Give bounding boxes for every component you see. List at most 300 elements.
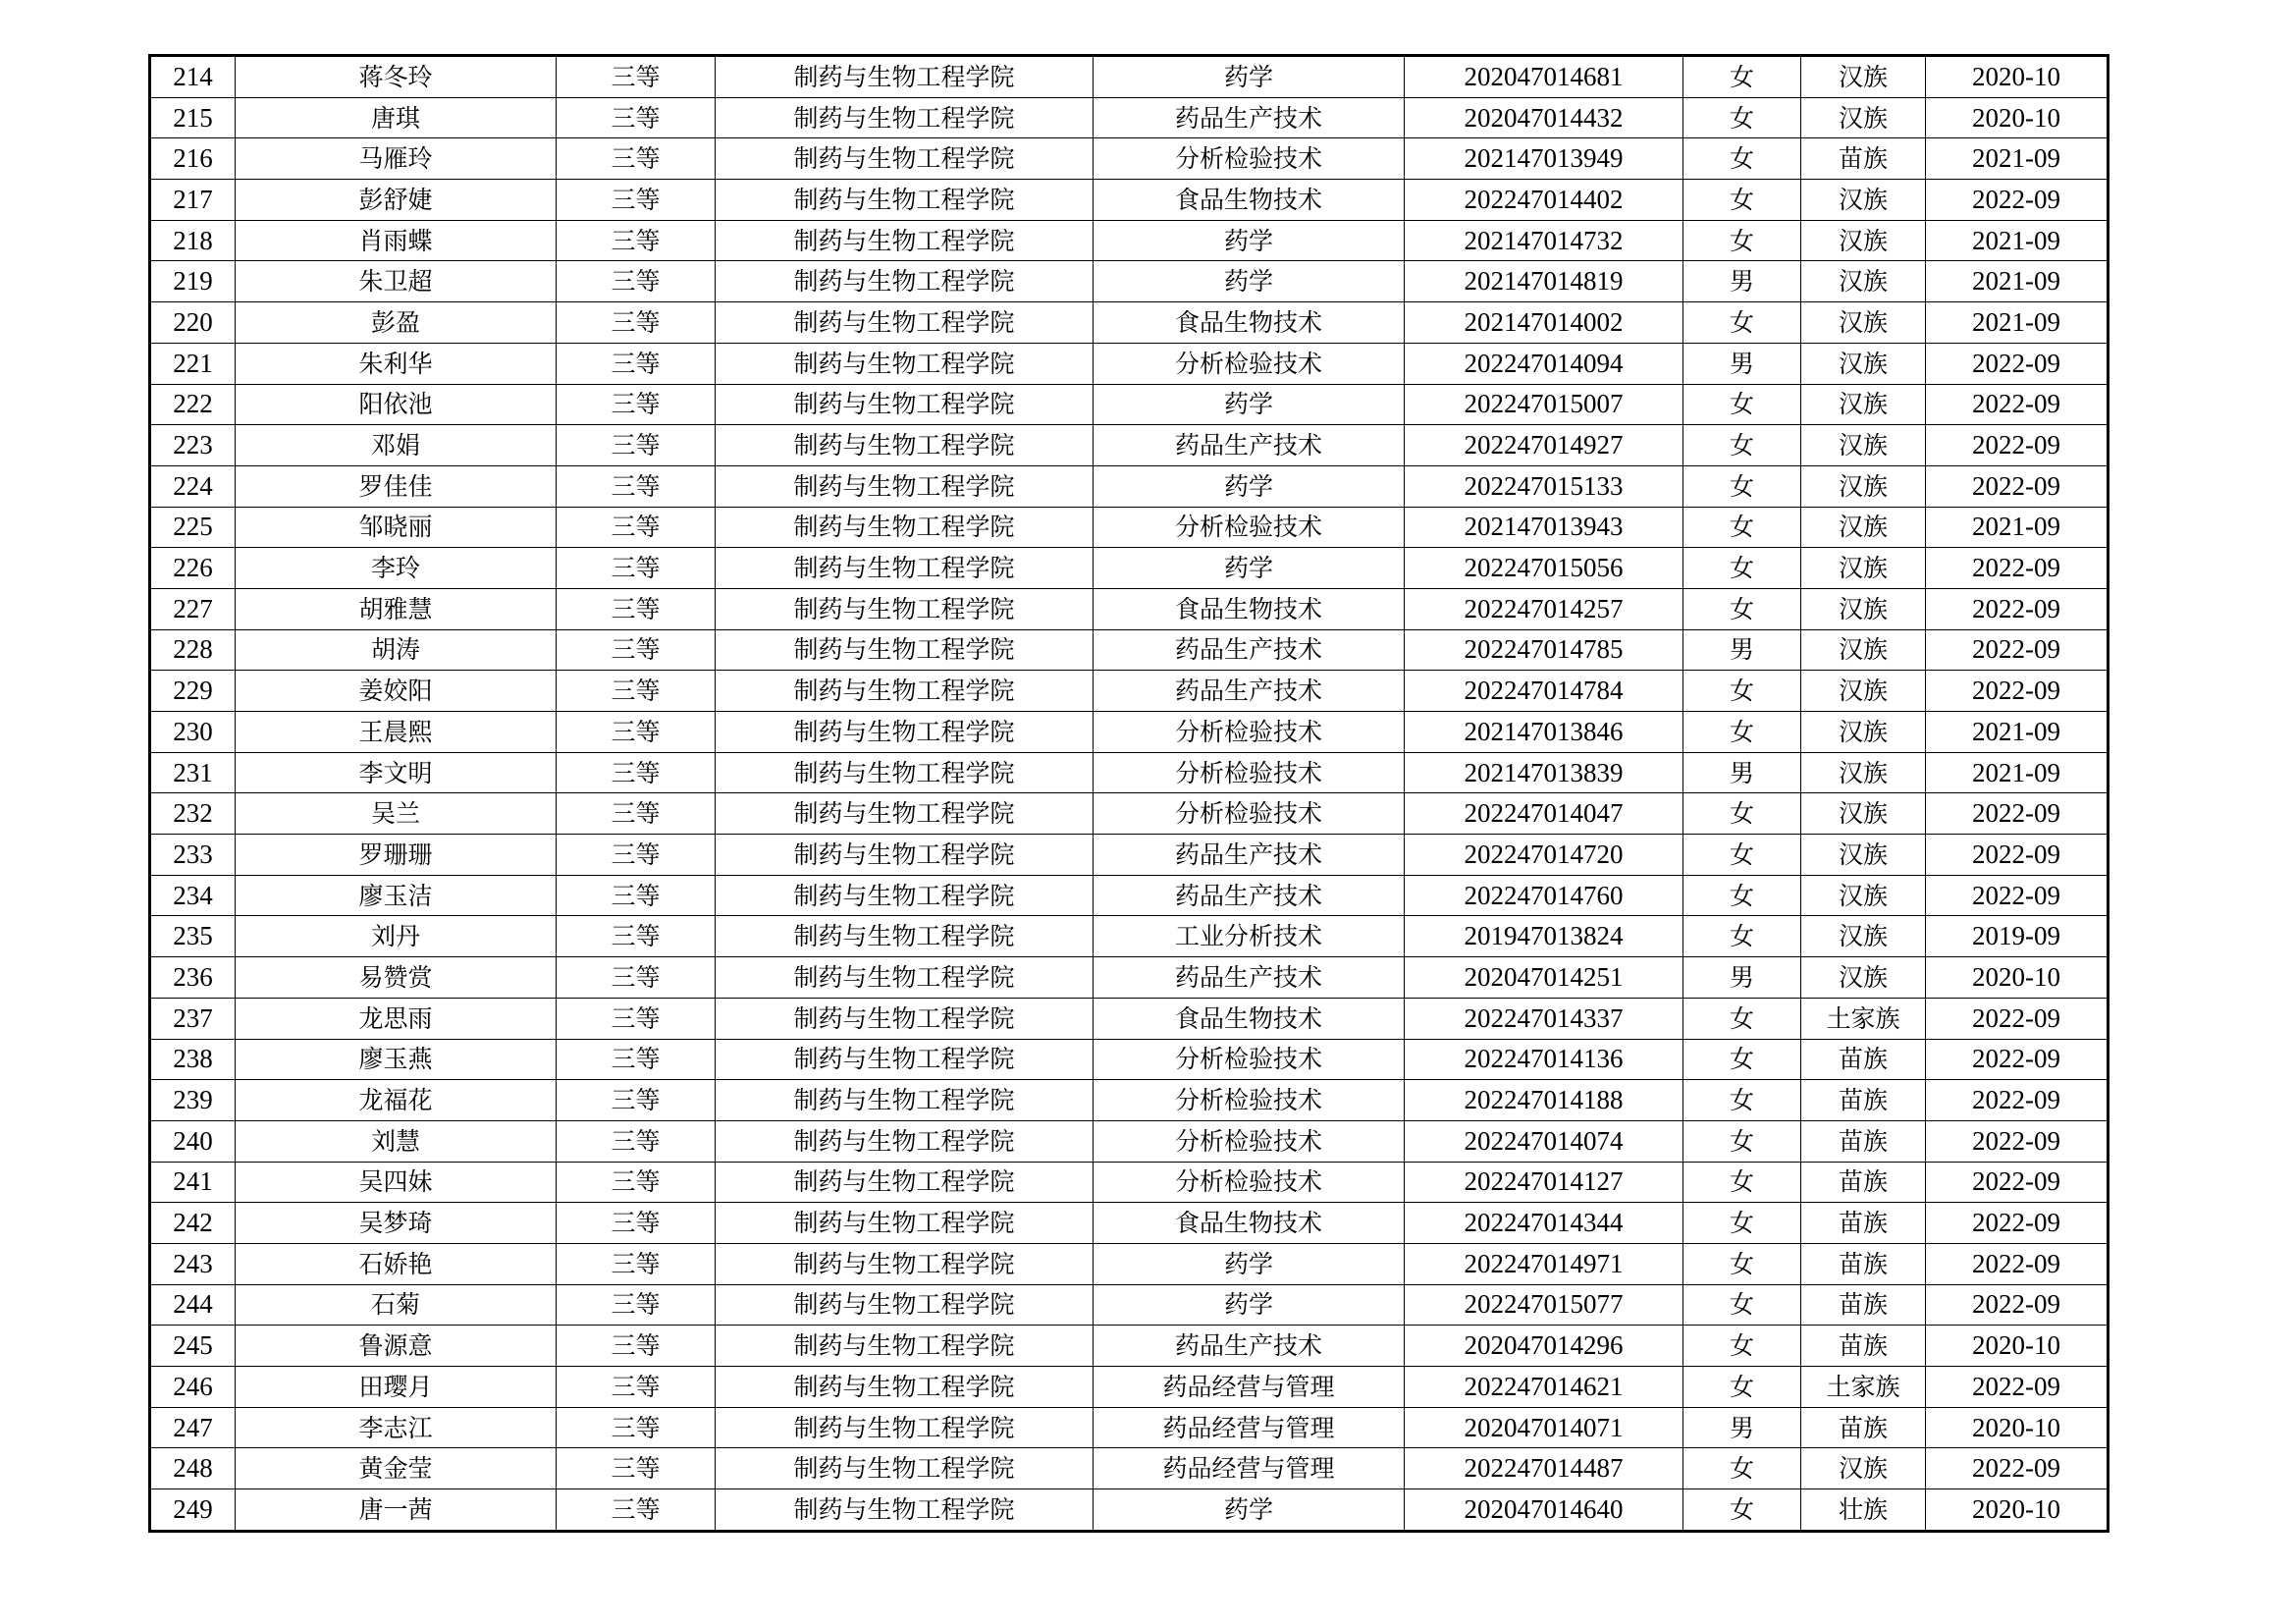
- award-level-cell: 三等: [557, 343, 716, 384]
- enrollment-date-cell: 2021-09: [1926, 138, 2109, 180]
- enrollment-date-cell: 2022-09: [1926, 671, 2109, 712]
- gender-cell: 女: [1683, 588, 1801, 629]
- student-id-cell: 202047014640: [1405, 1489, 1683, 1532]
- student-name-cell: 胡涛: [236, 629, 557, 671]
- ethnicity-cell: 汉族: [1801, 875, 1926, 916]
- major-cell: 药品经营与管理: [1094, 1407, 1405, 1448]
- major-cell: 药学: [1094, 261, 1405, 302]
- gender-cell: 女: [1683, 1489, 1801, 1532]
- ethnicity-cell: 汉族: [1801, 671, 1926, 712]
- table-row: [150, 180, 2109, 221]
- row-number-cell: 236: [150, 957, 236, 999]
- award-level-cell: 三等: [557, 465, 716, 507]
- student-id-cell: 202147014002: [1405, 302, 1683, 344]
- gender-cell: 女: [1683, 1203, 1801, 1244]
- row-number-cell: 225: [150, 507, 236, 548]
- student-name-cell: 彭舒婕: [236, 180, 557, 221]
- college-cell: 制药与生物工程学院: [716, 588, 1094, 629]
- major-cell: 分析检验技术: [1094, 712, 1405, 753]
- student-id-cell: 202247014136: [1405, 1039, 1683, 1080]
- table-row: [150, 261, 2109, 302]
- enrollment-date-cell: 2022-09: [1926, 1080, 2109, 1121]
- major-cell: 药学: [1094, 56, 1405, 98]
- college-cell: 制药与生物工程学院: [716, 875, 1094, 916]
- ethnicity-cell: 汉族: [1801, 712, 1926, 753]
- enrollment-date-cell: 2019-09: [1926, 916, 2109, 957]
- row-number-cell: 228: [150, 629, 236, 671]
- major-cell: 药学: [1094, 1489, 1405, 1532]
- gender-cell: 男: [1683, 752, 1801, 793]
- student-id-cell: 202047014681: [1405, 56, 1683, 98]
- gender-cell: 女: [1683, 1120, 1801, 1162]
- row-number-cell: 237: [150, 998, 236, 1039]
- table-row: [150, 1284, 2109, 1326]
- student-name-cell: 李玲: [236, 548, 557, 589]
- enrollment-date-cell: 2022-09: [1926, 425, 2109, 466]
- enrollment-date-cell: 2022-09: [1926, 1120, 2109, 1162]
- college-cell: 制药与生物工程学院: [716, 384, 1094, 425]
- student-id-cell: 202247014927: [1405, 425, 1683, 466]
- row-number-cell: 233: [150, 835, 236, 876]
- ethnicity-cell: 土家族: [1801, 998, 1926, 1039]
- ethnicity-cell: 苗族: [1801, 1284, 1926, 1326]
- award-level-cell: 三等: [557, 671, 716, 712]
- gender-cell: 男: [1683, 957, 1801, 999]
- gender-cell: 女: [1683, 1367, 1801, 1408]
- gender-cell: 女: [1683, 465, 1801, 507]
- student-name-cell: 阳依池: [236, 384, 557, 425]
- award-level-cell: 三等: [557, 1367, 716, 1408]
- major-cell: 药学: [1094, 220, 1405, 261]
- gender-cell: 男: [1683, 343, 1801, 384]
- table-row: [150, 56, 2109, 98]
- row-number-cell: 227: [150, 588, 236, 629]
- gender-cell: 女: [1683, 138, 1801, 180]
- student-id-cell: 202247014257: [1405, 588, 1683, 629]
- award-level-cell: 三等: [557, 180, 716, 221]
- major-cell: 分析检验技术: [1094, 1080, 1405, 1121]
- gender-cell: 女: [1683, 1162, 1801, 1203]
- award-level-cell: 三等: [557, 1120, 716, 1162]
- college-cell: 制药与生物工程学院: [716, 957, 1094, 999]
- gender-cell: 女: [1683, 56, 1801, 98]
- gender-cell: 女: [1683, 1448, 1801, 1489]
- ethnicity-cell: 汉族: [1801, 793, 1926, 835]
- major-cell: 药品生产技术: [1094, 875, 1405, 916]
- table-row: [150, 97, 2109, 138]
- ethnicity-cell: 壮族: [1801, 1489, 1926, 1532]
- college-cell: 制药与生物工程学院: [716, 56, 1094, 98]
- gender-cell: 女: [1683, 97, 1801, 138]
- college-cell: 制药与生物工程学院: [716, 712, 1094, 753]
- ethnicity-cell: 苗族: [1801, 1243, 1926, 1284]
- major-cell: 药品生产技术: [1094, 835, 1405, 876]
- row-number-cell: 215: [150, 97, 236, 138]
- student-id-cell: 202047014432: [1405, 97, 1683, 138]
- award-level-cell: 三等: [557, 56, 716, 98]
- student-id-cell: 202247015133: [1405, 465, 1683, 507]
- table-row: [150, 1039, 2109, 1080]
- award-level-cell: 三等: [557, 425, 716, 466]
- student-id-cell: 202047014071: [1405, 1407, 1683, 1448]
- college-cell: 制药与生物工程学院: [716, 916, 1094, 957]
- row-number-cell: 246: [150, 1367, 236, 1408]
- student-name-cell: 田璎月: [236, 1367, 557, 1408]
- student-name-cell: 唐琪: [236, 97, 557, 138]
- enrollment-date-cell: 2021-09: [1926, 752, 2109, 793]
- award-level-cell: 三等: [557, 793, 716, 835]
- table-row: [150, 916, 2109, 957]
- ethnicity-cell: 汉族: [1801, 629, 1926, 671]
- student-name-cell: 易赞赏: [236, 957, 557, 999]
- major-cell: 分析检验技术: [1094, 793, 1405, 835]
- ethnicity-cell: 汉族: [1801, 343, 1926, 384]
- table-row: [150, 384, 2109, 425]
- college-cell: 制药与生物工程学院: [716, 1080, 1094, 1121]
- student-id-cell: 202247014785: [1405, 629, 1683, 671]
- row-number-cell: 218: [150, 220, 236, 261]
- row-number-cell: 247: [150, 1407, 236, 1448]
- award-level-cell: 三等: [557, 1243, 716, 1284]
- table-row: [150, 425, 2109, 466]
- college-cell: 制药与生物工程学院: [716, 671, 1094, 712]
- table-row: [150, 1367, 2109, 1408]
- major-cell: 药品生产技术: [1094, 629, 1405, 671]
- ethnicity-cell: 汉族: [1801, 97, 1926, 138]
- college-cell: 制药与生物工程学院: [716, 1284, 1094, 1326]
- ethnicity-cell: 汉族: [1801, 180, 1926, 221]
- table-row: [150, 875, 2109, 916]
- award-level-cell: 三等: [557, 629, 716, 671]
- student-id-cell: 202247015077: [1405, 1284, 1683, 1326]
- table-row: [150, 1326, 2109, 1367]
- student-id-cell: 202247014094: [1405, 343, 1683, 384]
- student-name-cell: 姜姣阳: [236, 671, 557, 712]
- major-cell: 分析检验技术: [1094, 1162, 1405, 1203]
- enrollment-date-cell: 2021-09: [1926, 507, 2109, 548]
- enrollment-date-cell: 2020-10: [1926, 1407, 2109, 1448]
- ethnicity-cell: 汉族: [1801, 56, 1926, 98]
- enrollment-date-cell: 2022-09: [1926, 588, 2109, 629]
- row-number-cell: 248: [150, 1448, 236, 1489]
- student-name-cell: 王晨熙: [236, 712, 557, 753]
- table-row: [150, 138, 2109, 180]
- row-number-cell: 230: [150, 712, 236, 753]
- student-name-cell: 朱卫超: [236, 261, 557, 302]
- award-level-cell: 三等: [557, 1039, 716, 1080]
- gender-cell: 女: [1683, 1080, 1801, 1121]
- major-cell: 药学: [1094, 465, 1405, 507]
- enrollment-date-cell: 2022-09: [1926, 384, 2109, 425]
- ethnicity-cell: 汉族: [1801, 465, 1926, 507]
- gender-cell: 女: [1683, 507, 1801, 548]
- row-number-cell: 219: [150, 261, 236, 302]
- student-id-cell: 202247014337: [1405, 998, 1683, 1039]
- table-row: [150, 671, 2109, 712]
- row-number-cell: 220: [150, 302, 236, 344]
- gender-cell: 女: [1683, 384, 1801, 425]
- ethnicity-cell: 汉族: [1801, 588, 1926, 629]
- award-level-cell: 三等: [557, 588, 716, 629]
- row-number-cell: 223: [150, 425, 236, 466]
- student-id-cell: 202147013949: [1405, 138, 1683, 180]
- student-id-cell: 202247014760: [1405, 875, 1683, 916]
- college-cell: 制药与生物工程学院: [716, 97, 1094, 138]
- table-row: [150, 793, 2109, 835]
- major-cell: 药学: [1094, 548, 1405, 589]
- ethnicity-cell: 土家族: [1801, 1367, 1926, 1408]
- row-number-cell: 238: [150, 1039, 236, 1080]
- enrollment-date-cell: 2020-10: [1926, 97, 2109, 138]
- student-name-cell: 罗珊珊: [236, 835, 557, 876]
- college-cell: 制药与生物工程学院: [716, 1203, 1094, 1244]
- major-cell: 食品生物技术: [1094, 180, 1405, 221]
- college-cell: 制药与生物工程学院: [716, 343, 1094, 384]
- student-name-cell: 朱利华: [236, 343, 557, 384]
- table-row: [150, 548, 2109, 589]
- ethnicity-cell: 汉族: [1801, 548, 1926, 589]
- college-cell: 制药与生物工程学院: [716, 1243, 1094, 1284]
- student-id-cell: 202247014621: [1405, 1367, 1683, 1408]
- award-level-cell: 三等: [557, 384, 716, 425]
- college-cell: 制药与生物工程学院: [716, 1367, 1094, 1408]
- row-number-cell: 241: [150, 1162, 236, 1203]
- college-cell: 制药与生物工程学院: [716, 302, 1094, 344]
- student-name-cell: 蒋冬玲: [236, 56, 557, 98]
- table-row: [150, 752, 2109, 793]
- ethnicity-cell: 苗族: [1801, 1080, 1926, 1121]
- student-id-cell: 202247014074: [1405, 1120, 1683, 1162]
- major-cell: 分析检验技术: [1094, 1120, 1405, 1162]
- enrollment-date-cell: 2022-09: [1926, 1448, 2109, 1489]
- ethnicity-cell: 苗族: [1801, 1120, 1926, 1162]
- row-number-cell: 244: [150, 1284, 236, 1326]
- gender-cell: 女: [1683, 548, 1801, 589]
- major-cell: 药品生产技术: [1094, 425, 1405, 466]
- student-name-cell: 马雁玲: [236, 138, 557, 180]
- enrollment-date-cell: 2022-09: [1926, 180, 2109, 221]
- enrollment-date-cell: 2022-09: [1926, 1284, 2109, 1326]
- table-row: [150, 588, 2109, 629]
- student-id-cell: 202247014402: [1405, 180, 1683, 221]
- student-name-cell: 胡雅慧: [236, 588, 557, 629]
- award-level-cell: 三等: [557, 998, 716, 1039]
- student-name-cell: 龙思雨: [236, 998, 557, 1039]
- college-cell: 制药与生物工程学院: [716, 1039, 1094, 1080]
- student-name-cell: 彭盈: [236, 302, 557, 344]
- college-cell: 制药与生物工程学院: [716, 180, 1094, 221]
- table-row: [150, 507, 2109, 548]
- table-row: [150, 1448, 2109, 1489]
- gender-cell: 女: [1683, 835, 1801, 876]
- student-id-cell: 202247014047: [1405, 793, 1683, 835]
- award-level-cell: 三等: [557, 302, 716, 344]
- major-cell: 药学: [1094, 1284, 1405, 1326]
- college-cell: 制药与生物工程学院: [716, 1120, 1094, 1162]
- gender-cell: 女: [1683, 220, 1801, 261]
- award-level-cell: 三等: [557, 752, 716, 793]
- college-cell: 制药与生物工程学院: [716, 507, 1094, 548]
- row-number-cell: 226: [150, 548, 236, 589]
- ethnicity-cell: 苗族: [1801, 1162, 1926, 1203]
- student-name-cell: 唐一茜: [236, 1489, 557, 1532]
- ethnicity-cell: 汉族: [1801, 507, 1926, 548]
- award-level-cell: 三等: [557, 1080, 716, 1121]
- enrollment-date-cell: 2020-10: [1926, 957, 2109, 999]
- student-name-cell: 石娇艳: [236, 1243, 557, 1284]
- college-cell: 制药与生物工程学院: [716, 261, 1094, 302]
- award-level-cell: 三等: [557, 875, 716, 916]
- table-row: [150, 712, 2109, 753]
- enrollment-date-cell: 2022-09: [1926, 835, 2109, 876]
- college-cell: 制药与生物工程学院: [716, 629, 1094, 671]
- ethnicity-cell: 汉族: [1801, 1448, 1926, 1489]
- student-id-cell: 202247014487: [1405, 1448, 1683, 1489]
- ethnicity-cell: 苗族: [1801, 1203, 1926, 1244]
- ethnicity-cell: 汉族: [1801, 752, 1926, 793]
- gender-cell: 女: [1683, 875, 1801, 916]
- award-level-cell: 三等: [557, 1162, 716, 1203]
- college-cell: 制药与生物工程学院: [716, 998, 1094, 1039]
- table-row: [150, 1162, 2109, 1203]
- gender-cell: 女: [1683, 671, 1801, 712]
- student-id-cell: 202147014732: [1405, 220, 1683, 261]
- award-level-cell: 三等: [557, 507, 716, 548]
- major-cell: 食品生物技术: [1094, 1203, 1405, 1244]
- award-level-cell: 三等: [557, 1203, 716, 1244]
- student-name-cell: 吴梦琦: [236, 1203, 557, 1244]
- student-id-cell: 202147013846: [1405, 712, 1683, 753]
- college-cell: 制药与生物工程学院: [716, 835, 1094, 876]
- award-level-cell: 三等: [557, 1326, 716, 1367]
- row-number-cell: 232: [150, 793, 236, 835]
- roster-body: [150, 56, 2109, 1532]
- table-row: [150, 1489, 2109, 1532]
- award-level-cell: 三等: [557, 1489, 716, 1532]
- student-name-cell: 龙福花: [236, 1080, 557, 1121]
- major-cell: 药品生产技术: [1094, 671, 1405, 712]
- award-level-cell: 三等: [557, 712, 716, 753]
- gender-cell: 女: [1683, 180, 1801, 221]
- ethnicity-cell: 苗族: [1801, 1407, 1926, 1448]
- ethnicity-cell: 苗族: [1801, 1039, 1926, 1080]
- table-row: [150, 1243, 2109, 1284]
- major-cell: 分析检验技术: [1094, 343, 1405, 384]
- row-number-cell: 222: [150, 384, 236, 425]
- ethnicity-cell: 汉族: [1801, 302, 1926, 344]
- student-name-cell: 黄金莹: [236, 1448, 557, 1489]
- enrollment-date-cell: 2022-09: [1926, 1203, 2109, 1244]
- student-name-cell: 邹晓丽: [236, 507, 557, 548]
- gender-cell: 女: [1683, 302, 1801, 344]
- row-number-cell: 239: [150, 1080, 236, 1121]
- student-id-cell: 202147013943: [1405, 507, 1683, 548]
- scholarship-roster-table: [148, 54, 2109, 1533]
- table-row: [150, 1203, 2109, 1244]
- gender-cell: 男: [1683, 261, 1801, 302]
- table-row: [150, 302, 2109, 344]
- ethnicity-cell: 苗族: [1801, 138, 1926, 180]
- table-row: [150, 835, 2109, 876]
- award-level-cell: 三等: [557, 957, 716, 999]
- award-level-cell: 三等: [557, 916, 716, 957]
- table-row: [150, 1120, 2109, 1162]
- award-level-cell: 三等: [557, 1284, 716, 1326]
- student-name-cell: 肖雨蝶: [236, 220, 557, 261]
- ethnicity-cell: 汉族: [1801, 835, 1926, 876]
- college-cell: 制药与生物工程学院: [716, 465, 1094, 507]
- row-number-cell: 231: [150, 752, 236, 793]
- major-cell: 药品生产技术: [1094, 1326, 1405, 1367]
- enrollment-date-cell: 2020-10: [1926, 1489, 2109, 1532]
- major-cell: 食品生物技术: [1094, 998, 1405, 1039]
- ethnicity-cell: 汉族: [1801, 261, 1926, 302]
- award-level-cell: 三等: [557, 1407, 716, 1448]
- major-cell: 药品经营与管理: [1094, 1448, 1405, 1489]
- student-name-cell: 李文明: [236, 752, 557, 793]
- gender-cell: 女: [1683, 1284, 1801, 1326]
- enrollment-date-cell: 2022-09: [1926, 465, 2109, 507]
- student-id-cell: 202047014296: [1405, 1326, 1683, 1367]
- college-cell: 制药与生物工程学院: [716, 548, 1094, 589]
- award-level-cell: 三等: [557, 138, 716, 180]
- ethnicity-cell: 汉族: [1801, 425, 1926, 466]
- enrollment-date-cell: 2022-09: [1926, 875, 2109, 916]
- college-cell: 制药与生物工程学院: [716, 425, 1094, 466]
- student-name-cell: 刘丹: [236, 916, 557, 957]
- college-cell: 制药与生物工程学院: [716, 220, 1094, 261]
- table-row: [150, 465, 2109, 507]
- enrollment-date-cell: 2020-10: [1926, 1326, 2109, 1367]
- row-number-cell: 234: [150, 875, 236, 916]
- row-number-cell: 242: [150, 1203, 236, 1244]
- major-cell: 药品生产技术: [1094, 957, 1405, 999]
- enrollment-date-cell: 2022-09: [1926, 1243, 2109, 1284]
- ethnicity-cell: 汉族: [1801, 220, 1926, 261]
- row-number-cell: 217: [150, 180, 236, 221]
- student-name-cell: 鲁源意: [236, 1326, 557, 1367]
- college-cell: 制药与生物工程学院: [716, 138, 1094, 180]
- major-cell: 食品生物技术: [1094, 302, 1405, 344]
- enrollment-date-cell: 2021-09: [1926, 302, 2109, 344]
- major-cell: 分析检验技术: [1094, 507, 1405, 548]
- award-level-cell: 三等: [557, 1448, 716, 1489]
- student-id-cell: 202247014344: [1405, 1203, 1683, 1244]
- major-cell: 分析检验技术: [1094, 1039, 1405, 1080]
- student-name-cell: 邓娟: [236, 425, 557, 466]
- student-id-cell: 202247014127: [1405, 1162, 1683, 1203]
- student-id-cell: 202247014188: [1405, 1080, 1683, 1121]
- major-cell: 药学: [1094, 1243, 1405, 1284]
- table-row: [150, 629, 2109, 671]
- student-id-cell: 202247014720: [1405, 835, 1683, 876]
- student-id-cell: 202147013839: [1405, 752, 1683, 793]
- student-id-cell: 201947013824: [1405, 916, 1683, 957]
- college-cell: 制药与生物工程学院: [716, 752, 1094, 793]
- award-level-cell: 三等: [557, 261, 716, 302]
- enrollment-date-cell: 2022-09: [1926, 1367, 2109, 1408]
- award-level-cell: 三等: [557, 548, 716, 589]
- student-id-cell: 202247014784: [1405, 671, 1683, 712]
- college-cell: 制药与生物工程学院: [716, 1448, 1094, 1489]
- table-row: [150, 957, 2109, 999]
- student-name-cell: 廖玉洁: [236, 875, 557, 916]
- enrollment-date-cell: 2022-09: [1926, 1039, 2109, 1080]
- student-id-cell: 202247014971: [1405, 1243, 1683, 1284]
- ethnicity-cell: 汉族: [1801, 957, 1926, 999]
- gender-cell: 女: [1683, 998, 1801, 1039]
- major-cell: 分析检验技术: [1094, 752, 1405, 793]
